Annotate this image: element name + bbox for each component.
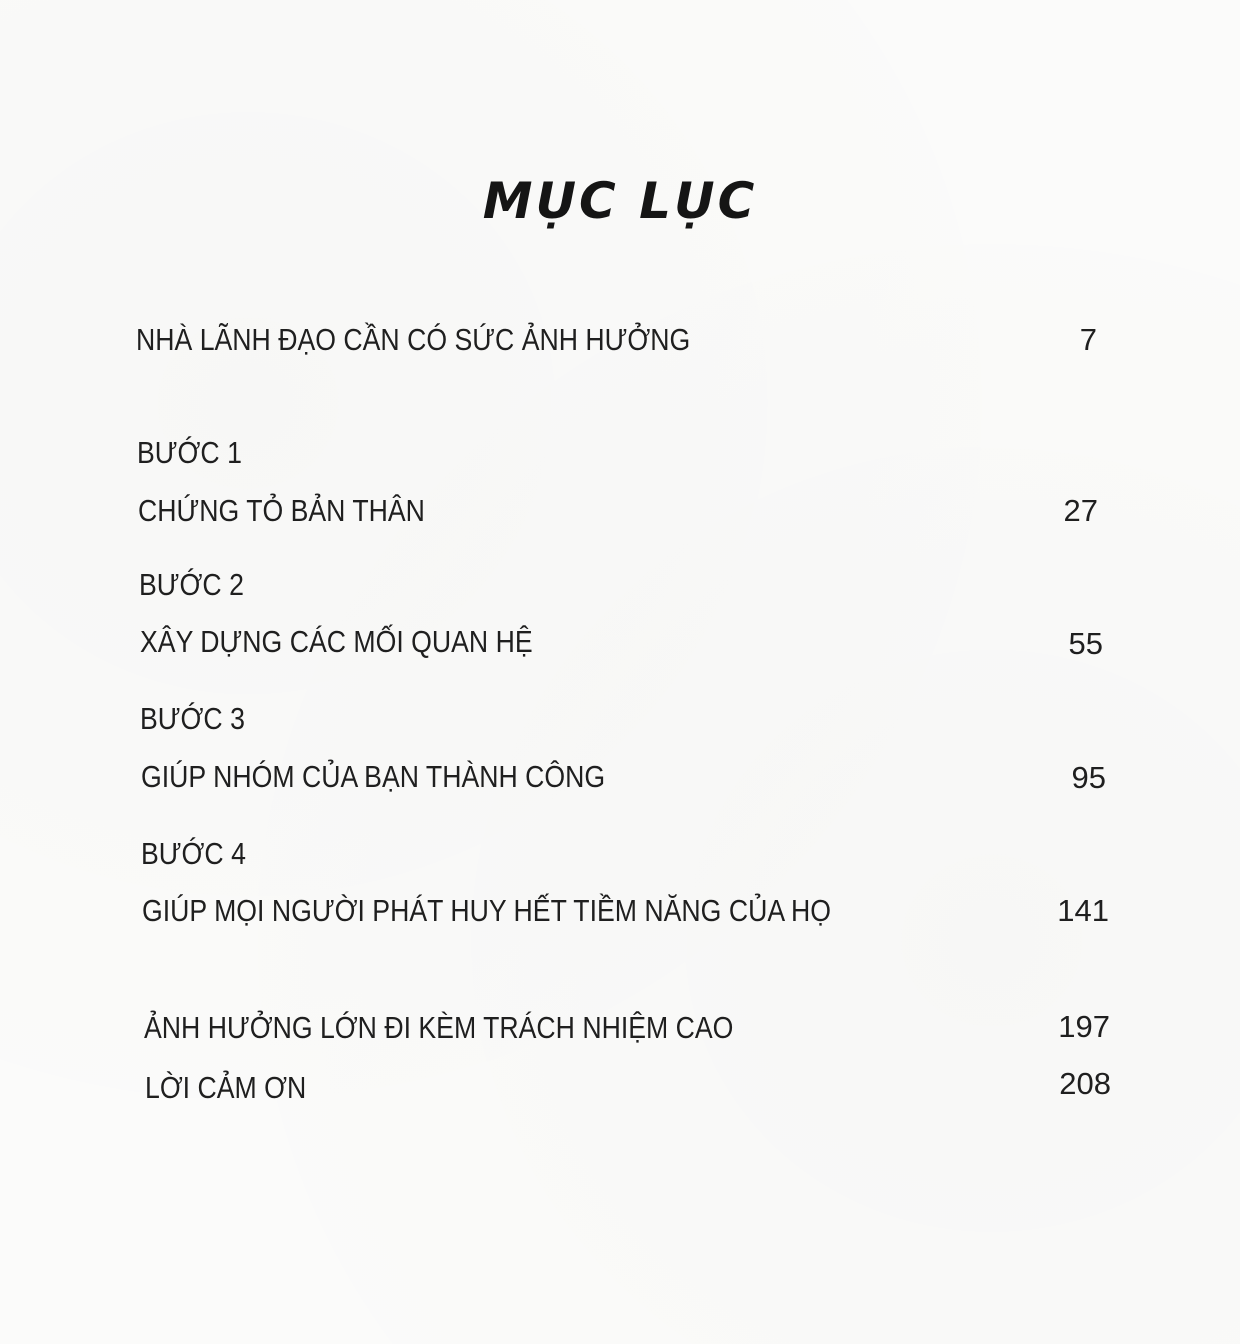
toc-entry-thanks: LỜI CẢM ƠN [145, 1070, 307, 1105]
toc-page-step-4: 141 [1057, 893, 1109, 928]
toc-entry-outro: ẢNH HƯỞNG LỚN ĐI KÈM TRÁCH NHIỆM CAO [144, 1010, 734, 1045]
toc-step-2: BƯỚC 2 [139, 567, 244, 602]
toc-entry-step-3: GIÚP NHÓM CỦA BẠN THÀNH CÔNG [141, 759, 606, 794]
toc-page-step-1: 27 [1063, 493, 1098, 528]
toc-entry-step-4: GIÚP MỌI NGƯỜI PHÁT HUY HẾT TIỀM NĂNG CỦA HỌ [142, 893, 832, 928]
toc-entry-step-1: CHỨNG TỎ BẢN THÂN [138, 493, 425, 528]
toc-step-4: BƯỚC 4 [141, 836, 246, 871]
toc-entry-intro: NHÀ LÃNH ĐẠO CẦN CÓ SỨC ẢNH HƯỞNG [136, 322, 691, 357]
toc-page-step-2: 55 [1068, 626, 1103, 661]
toc-step-1: BƯỚC 1 [137, 435, 242, 470]
toc-entry-step-2: XÂY DỰNG CÁC MỐI QUAN HỆ [140, 624, 533, 659]
toc-page-outro: 197 [1058, 1009, 1110, 1044]
toc-page-thanks: 208 [1059, 1066, 1111, 1101]
page-title: MỤC LỤC [482, 172, 758, 230]
toc-page-intro: 7 [1079, 322, 1097, 357]
toc-page-step-3: 95 [1071, 760, 1106, 795]
toc-step-3: BƯỚC 3 [140, 701, 245, 736]
